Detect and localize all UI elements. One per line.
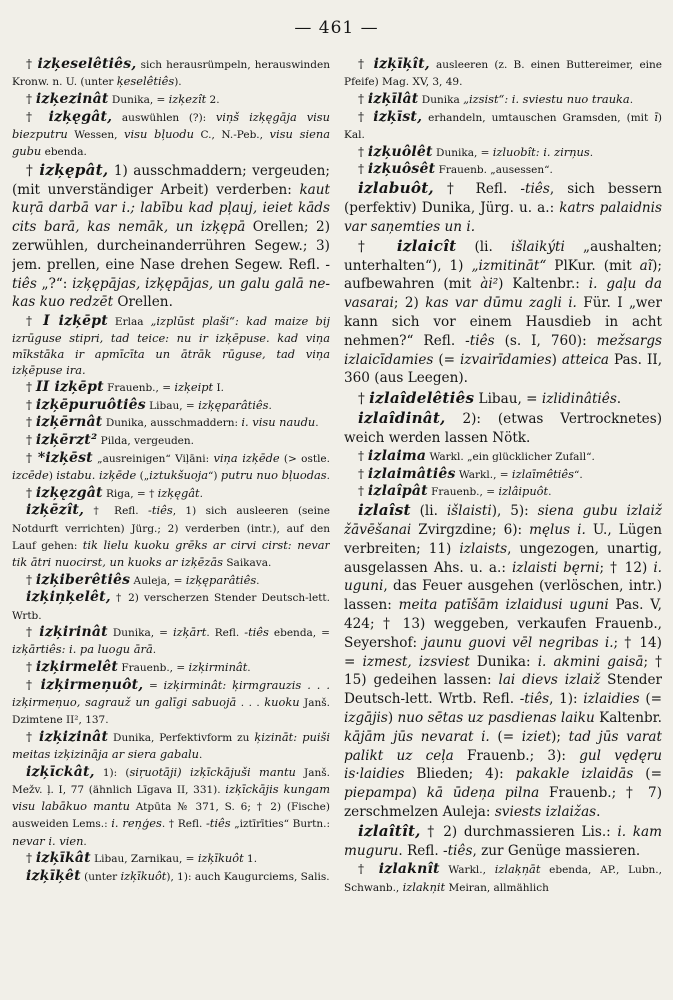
definition-text: . . . — [236, 697, 265, 710]
dictionary-entry — [344, 56, 662, 90]
definition-text: „ausreinigen“ Viļāni: — [92, 452, 214, 465]
definition-text: (li. — [410, 503, 447, 520]
definition-text: ) Kaltenbr.: — [498, 276, 589, 293]
example-text: mežsargs izlaicīdamies — [344, 332, 662, 368]
definition-text: Warkl., = — [455, 468, 512, 481]
definition-text: ). — [174, 76, 182, 89]
definition-text: auswühlen (?): — [112, 111, 216, 124]
definition-text: Frauenb. „ausessen“. — [435, 164, 553, 177]
example-text: kas var dūmu zagli i. — [425, 295, 577, 312]
definition-text: . — [548, 486, 552, 499]
definition-text: † — [26, 729, 40, 744]
definition-text: † — [26, 415, 36, 430]
dictionary-entry — [344, 466, 662, 483]
example-text: izlaisti bęrni — [511, 559, 600, 576]
definition-text: Frauenb.; † 7) zerschmelzen Auleja: — [344, 785, 662, 820]
entry-headword: II izķēpt — [35, 378, 104, 395]
dictionary-entry — [344, 144, 662, 161]
dictionary-entry — [344, 822, 662, 861]
entry-headword: izķuôlêt — [367, 143, 433, 160]
example-text: izķirminât: ķirmgrauzis . . . izķirmeņuo, sagrauž un galīgi sabuojā — [12, 677, 330, 710]
definition-text: . — [152, 644, 157, 657]
right-column — [344, 56, 662, 986]
example-text: izluobît: i. zirņus — [492, 144, 590, 159]
definition-text: Blieden; 4): — [404, 766, 516, 783]
definition-text: † — [358, 144, 368, 159]
example-text: nevar i. vien — [12, 833, 84, 848]
definition-text: („ — [136, 469, 150, 482]
entry-headword: izķuôsêt — [367, 161, 436, 178]
dictionary-entry — [344, 448, 662, 465]
definition-text: . — [256, 574, 260, 587]
definition-text: . — [589, 146, 594, 159]
example-text: izķęgât — [157, 485, 200, 500]
definition-text: „?“: — [36, 275, 73, 292]
dictionary-entry — [344, 409, 662, 448]
example-text: tad jūs varat palikt uz ceļa — [344, 728, 662, 764]
example-text: -tiês — [520, 180, 550, 197]
definition-text: Erlaa — [107, 315, 151, 328]
entry-headword: izķērnât — [35, 414, 103, 431]
definition-text: . — [629, 93, 634, 106]
definition-text: Frauenb.; 3): — [453, 747, 580, 764]
dictionary-entry — [344, 91, 662, 108]
definition-text: (> ostle. — [279, 452, 330, 465]
example-text: izķārt — [172, 625, 207, 640]
definition-text: Warkl., — [439, 864, 495, 877]
definition-text: † — [26, 660, 36, 675]
definition-text: , 1) sich ausleeren (seine Notdurft verrichten) Jürg.; 2) verderben (intr.), auf den Lauf gehen: — [12, 505, 330, 552]
entry-headword: izķępât, — [39, 160, 109, 179]
definition-text: † — [358, 91, 368, 106]
definition-text: , das Feuer ausgehen (verlöschen, intr.) lassen: — [344, 578, 662, 614]
example-text: ķizināt: puiši meitas izķizināja ar siera gabalu — [12, 729, 330, 762]
dictionary-entry — [12, 659, 330, 676]
definition-text: † — [26, 397, 36, 412]
entry-headword: izlaimâtiês — [367, 465, 456, 482]
entry-headword: izķiberêtiês — [35, 571, 131, 588]
definition-text: Atpūta № 371, S. 6; † 2) (Fische) ausweiden Lems.: — [12, 801, 330, 831]
definition-text: Stender Deutsch-lett. Wrtb. Refl. — [344, 672, 662, 708]
dictionary-entry — [12, 56, 330, 90]
definition-text: Dunika, Perfektivform zu — [108, 731, 255, 744]
definition-text: † — [358, 109, 374, 124]
definition-text: Dunika, = — [108, 93, 169, 106]
page-number: — 461 — — [294, 18, 379, 38]
definition-text: PlKur. (mit — [546, 257, 640, 274]
definition-text: 1) ausschmaddern; vergeuden; (mit unverständiger Arbeit) verderben: — [12, 162, 330, 198]
example-text: meita patīšām izlaidusi uguni — [398, 597, 609, 614]
example-text: izmest, izsviest — [362, 653, 470, 670]
example-text: izķīkuôt — [197, 851, 244, 866]
definition-text: ), 1): auch Kaugurciems, Salis. — [166, 871, 330, 884]
definition-text: (= — [633, 766, 662, 783]
definition-text: Pas. II, 360 (aus Leegen). — [344, 351, 662, 387]
definition-text: ; † 12) — [599, 559, 654, 576]
definition-text: “) — [208, 469, 221, 482]
dictionary-entry — [12, 379, 330, 396]
definition-text: . Refl. — [398, 843, 443, 860]
entry-headword: I izķēpt — [43, 312, 108, 329]
definition-text: † Refl. — [433, 180, 521, 197]
definition-text: Für. I „wer kann sich vor einem Hausdieb in acht nehmen?“ Refl. — [344, 295, 662, 349]
example-text: -tiês — [148, 503, 173, 518]
definition-text: Pilda, vergeuden. — [97, 435, 194, 448]
definition-text: Pas. V, 424; † 13) weggeben, verkaufen Frauenb., Seyershof: — [344, 597, 662, 651]
entry-headword: izlaknît — [378, 861, 440, 878]
definition-text: . — [616, 390, 622, 407]
example-text: piepampa — [344, 785, 412, 802]
definition-text: Wessen, — [67, 128, 125, 141]
definition-text: Orellen; 2) zerwühlen, durcheinanderrühren Segew.; 3) jem. prellen, eine Nase drehen Segew. Refl. — [12, 219, 330, 273]
example-text: iziet — [521, 728, 552, 745]
definition-text: (s. I, 760): — [494, 332, 597, 349]
example-text: jaunu guovi vēl negribas i. — [423, 634, 614, 651]
example-text: putru nuo bļuodas — [220, 467, 327, 482]
definition-text: . — [596, 803, 601, 820]
example-text: izlakņit — [402, 879, 446, 894]
entry-headword: izķirinât — [39, 624, 108, 641]
definition-text: ) — [387, 709, 398, 726]
example-text: i. akmini gaisā — [537, 653, 644, 670]
definition-text: ; † 14) = — [344, 634, 662, 670]
definition-text: † — [358, 57, 374, 71]
example-text: viņa izķēde — [213, 450, 280, 465]
example-text: visu bļuodu — [124, 126, 194, 141]
dictionary-entry — [344, 483, 662, 500]
example-text: izlaists — [459, 540, 508, 557]
example-text: gul vędęru is·laidies — [344, 747, 662, 783]
definition-text: “. — [574, 468, 583, 481]
definition-text: . — [326, 469, 330, 482]
example-text: i. kam muguru — [344, 824, 662, 860]
definition-text: Dunika, = — [432, 146, 493, 159]
definition-text: † — [358, 449, 368, 464]
definition-text: † 2) verscherzen Stender Deutsch-lett. Wrtb. — [12, 592, 330, 622]
definition-text: (li. — [456, 238, 511, 255]
example-text: ī — [654, 109, 658, 124]
entry-headword: izķīst, — [373, 108, 423, 125]
definition-text: † — [26, 379, 36, 394]
entry-headword: izlaîst — [358, 501, 411, 520]
definition-text: Meiran, allmählich — [445, 881, 549, 894]
definition-text: 2): (etwas Vertrocknetes) weich werden lassen Nötk. — [344, 410, 662, 446]
definition-text: † Refl. — [84, 505, 149, 518]
definition-text: (= — [433, 351, 461, 368]
definition-text: 1. — [243, 853, 258, 866]
definition-text: Dunika: — [469, 653, 538, 670]
definition-text: Libau, Zarnikau, = — [90, 853, 198, 866]
example-text: -tiês — [443, 843, 473, 860]
definition-text: Zvirgzdine; 6): — [411, 521, 530, 538]
definition-text: † — [26, 450, 38, 465]
example-text: izcēde — [12, 467, 49, 482]
example-text: tik lielu kuoku grēks ar cirvi cirst: nevar tik ātri nuocirst, un kuoks ar izķēzās — [12, 537, 330, 569]
example-text: „izplūst plaši“: kad maize bij izrūguse stipri, tad teice: nu ir izķēpuse. kad viņa mīkstāka ir apmīcīta un ātrāk rūguse, tad viņa izķēpuse ira. — [12, 313, 330, 378]
example-text: kā ūdeņa pilna — [426, 785, 540, 802]
example-text: kuoku — [264, 695, 300, 710]
definition-text: . — [199, 487, 203, 500]
definition-text: erhandeln, umtauschen Gramsden, (mit — [422, 111, 655, 124]
definition-text: † — [26, 109, 49, 124]
entry-headword: izķēzît, — [26, 502, 85, 519]
definition-text: † — [26, 91, 36, 106]
dictionary-entry — [12, 589, 330, 623]
dictionary-entry — [344, 237, 662, 388]
definition-text: ebenda, = — [268, 627, 330, 640]
example-text: kaut kuŗā darbā var i.; labību kad pļauj, ieiet kāds cits barā, kas nemāk, un izķępā — [12, 181, 330, 236]
dictionary-entry — [12, 868, 330, 885]
definition-text: ausleeren (z. B. einen Buttereimer, eine Pfeife) Mag. XV, 3, 49. — [344, 59, 662, 89]
definition-text: Dunika — [418, 93, 464, 106]
dictionary-entry — [12, 161, 330, 312]
entry-headword: izlaicît — [396, 236, 457, 255]
example-text: „izmitināt“ — [471, 257, 547, 274]
definition-text: ) — [48, 469, 57, 482]
example-text: nuo sētas uz pasdienas laiku — [397, 709, 595, 726]
example-text: ķeselêtiês — [116, 74, 175, 89]
example-text: siŗuotāji) izķīckājuši mantu — [129, 764, 296, 779]
entry-headword: izlaîdelêtiês — [369, 388, 475, 407]
dictionary-entry — [344, 109, 662, 143]
example-text: istabu. izķēde — [56, 467, 137, 482]
entry-headword: izķeselêtiês, — [37, 56, 137, 72]
dictionary-entry — [12, 450, 330, 484]
example-text: aĩ — [639, 257, 653, 274]
dictionary-entry — [12, 432, 330, 449]
definition-text: (unter — [80, 871, 121, 884]
example-text: izķīckājis kungam visu labākuo mantu — [12, 782, 330, 814]
example-text: izvairīdamies — [460, 351, 552, 368]
example-text: iztukšuoja — [149, 467, 208, 482]
example-text: -tiês — [12, 256, 330, 292]
entry-headword: izlabuôt, — [358, 178, 434, 197]
definition-text: † — [358, 390, 370, 407]
definition-text: sich herausrümpeln, herauswinden Kronw. n. U. (unter — [12, 59, 330, 89]
definition-text: † — [358, 238, 397, 255]
definition-text: † — [358, 484, 368, 499]
example-text: izķārtiês: i. pa luogu ārā — [12, 642, 153, 657]
entry-headword: izķīckât, — [26, 763, 95, 780]
definition-text: 1): ( — [94, 766, 130, 779]
example-text: izlaidies — [583, 691, 640, 708]
definition-text: . — [247, 662, 251, 675]
example-text: izķeipt — [174, 379, 214, 394]
example-text: -tiês — [519, 691, 550, 708]
dictionary-entry — [12, 414, 330, 431]
definition-text: ) — [551, 351, 562, 368]
definition-text: Dunika, ausschmaddern: — [102, 417, 242, 430]
entry-headword: izlaîdinât, — [358, 408, 446, 427]
example-text: izlaīmêtiês — [511, 466, 574, 481]
entry-headword: izlaima — [367, 448, 427, 465]
dictionary-entry — [12, 572, 330, 589]
entry-headword: izķīķît, — [373, 56, 430, 72]
example-text: izķīkuôt — [120, 869, 167, 884]
definition-text: (= — [639, 691, 662, 708]
entry-headword: izķirmelêt — [35, 659, 118, 676]
example-text: izķirminât — [188, 660, 248, 675]
dictionary-entry — [12, 677, 330, 729]
entry-headword: izķīķêt — [26, 868, 81, 885]
entry-headword: izlaîtît, — [358, 822, 421, 841]
definition-text: Kaltenbr. — [594, 709, 662, 726]
entry-headword: *izķēst — [37, 449, 93, 466]
definition-text: Warkl. „ein glücklicher Zufall“. — [426, 451, 595, 464]
example-text: i. reņģes — [111, 816, 162, 831]
dictionary-entry — [344, 179, 662, 236]
dictionary-entry — [12, 624, 330, 658]
definition-text: † — [26, 485, 36, 500]
definition-text: (= — [489, 728, 522, 745]
entry-headword: izķizinât — [39, 728, 109, 745]
entry-headword: izlaîpât — [367, 483, 428, 500]
example-text: kājām jūs nevarat i. — [344, 728, 490, 745]
definition-text: † — [26, 572, 36, 587]
definition-text: ); aufbewahren (mit — [344, 257, 662, 293]
example-text: atteica — [561, 351, 610, 368]
dictionary-entry — [344, 501, 662, 822]
dictionary-entry — [12, 764, 330, 850]
definition-text: . — [268, 399, 272, 412]
entry-headword: izķezinât — [35, 90, 109, 107]
example-text: išlaikýti — [511, 238, 565, 255]
entry-headword: izķirmeņuôt, — [40, 676, 144, 693]
dictionary-entry — [12, 91, 330, 108]
left-column — [12, 56, 330, 986]
entry-headword: izķīkât — [35, 850, 91, 867]
example-text: i. visu naudu — [241, 415, 316, 430]
definition-text: ), 5): — [491, 503, 538, 520]
example-text: pakakle izlaidās — [515, 766, 634, 783]
entry-headword: izķērzt² — [35, 432, 98, 449]
dictionary-entry — [12, 313, 330, 379]
example-text: i. gaļu da vasarai — [344, 276, 662, 312]
definition-text: , sich bessern (perfektiv) Dunika, Jürg. u. a.: — [344, 180, 662, 216]
definition-text: ) Kal. — [344, 111, 662, 141]
example-text: izlâipuôt — [498, 484, 549, 499]
dictionary-entry — [12, 485, 330, 502]
example-text: i. uguni — [344, 559, 662, 595]
dictionary-entry — [344, 389, 662, 409]
example-text: „izsist“: i. sviestu nuo trauka — [463, 91, 630, 106]
dictionary-entry — [12, 502, 330, 571]
definition-text: ; 2) — [393, 295, 426, 312]
definition-text: Orellen. — [113, 294, 173, 311]
example-text: -tiês — [205, 816, 231, 831]
definition-text: C., N.-Peb., — [193, 128, 270, 141]
example-text: izlaķņāt — [494, 862, 541, 877]
definition-text: Libau, = — [474, 390, 542, 407]
definition-text: † — [26, 162, 40, 179]
dictionary-entry — [12, 397, 330, 414]
example-text: izķęparâtiês — [198, 397, 269, 412]
definition-text: Riga, = † — [102, 487, 158, 500]
example-text: izķezît — [168, 91, 207, 106]
dictionary-entry — [344, 161, 662, 178]
example-text: katrs palaidnis var saņemties un i. — [344, 199, 662, 235]
definition-text: † — [26, 625, 40, 640]
definition-text: . † Refl. — [161, 818, 206, 831]
example-text: -tiês — [244, 625, 269, 640]
definition-text: „iztīrīties“ Burtn.: — [230, 818, 330, 831]
example-text: męlus i. — [529, 521, 586, 538]
definition-text: ebenda. — [41, 146, 87, 159]
example-text: ài² — [480, 276, 499, 293]
definition-text: ; † 15) gedeihen lassen: — [344, 653, 662, 689]
definition-text: I. — [213, 381, 224, 394]
definition-text: † — [26, 677, 41, 692]
example-text: -tiês — [465, 332, 495, 349]
definition-text: Saikava. — [223, 556, 272, 569]
definition-text: . — [199, 749, 203, 762]
definition-text: ); — [551, 728, 569, 745]
definition-text: = — [143, 679, 164, 692]
definition-text: Auleja, = — [130, 574, 186, 587]
definition-text: † — [26, 313, 44, 328]
definition-text: „aushalten; unterhalten“), 1) — [344, 238, 662, 274]
definition-text: Janš. Mežv. ļ. I, 77 (ähnlich Līgava II, 331). — [12, 766, 330, 797]
example-text: išlaisti — [446, 503, 492, 520]
definition-text: † 2) durchmassieren Lis.: — [420, 824, 618, 841]
example-text: izķęparâtiês — [185, 572, 257, 587]
definition-text: Frauenb., = — [427, 486, 499, 499]
entry-headword: izķīlât — [367, 90, 419, 107]
example-text: viņš izķęgāja visu biezputru — [12, 109, 330, 141]
definition-text: . — [315, 417, 319, 430]
entry-headword: izķiņķelêt, — [26, 589, 111, 606]
definition-text: Frauenb., = — [103, 381, 175, 394]
definition-text: Libau, = — [145, 399, 199, 412]
dictionary-entry — [12, 850, 330, 867]
definition-text: Dunika, = — [107, 627, 173, 640]
definition-text: † — [358, 162, 368, 177]
definition-text: 2. — [206, 93, 220, 106]
definition-text: , 1): — [549, 691, 584, 708]
definition-text: † — [358, 862, 379, 877]
dictionary-entry — [12, 729, 330, 763]
example-text: izgājis — [344, 709, 388, 726]
definition-text: . Refl. — [206, 627, 245, 640]
definition-text: † — [26, 851, 36, 866]
definition-text: † — [26, 433, 36, 448]
entry-headword: izķēpuruôtiês — [35, 396, 146, 413]
entry-headword: izķęgât, — [48, 108, 113, 125]
definition-text: . — [83, 835, 87, 848]
definition-text: † — [26, 57, 38, 71]
definition-text: ebenda, AP., Lubn., Schwanb., — [344, 864, 662, 894]
example-text: lai dievs izlaiž — [498, 672, 601, 689]
dictionary-entry — [344, 861, 662, 895]
definition-text: ) — [411, 785, 427, 802]
example-text: izlidinâtiês — [541, 390, 617, 407]
example-text: visu siena gubu — [12, 126, 330, 159]
definition-text: Janš. Dzimtene II², 137. — [12, 697, 330, 727]
definition-text: , zur Genüge massieren. — [472, 843, 641, 860]
definition-text: † — [358, 466, 368, 481]
example-text: sviests izlaižas — [494, 803, 597, 820]
definition-text: , ungezogen, unartig, ausgelassen Ahs. u. a.: — [344, 540, 662, 576]
dictionary-entry — [12, 109, 330, 161]
entry-headword: izķęzgât — [35, 484, 103, 501]
definition-text: U., Lügen verbreiten; 11) — [344, 521, 662, 557]
definition-text: Frauenb., = — [117, 662, 189, 675]
example-text: siena gubu izlaiž žāvēšanai — [344, 503, 662, 538]
example-text: izķępājas, izķępājas, un galu galā ne-kas kuo redzēt — [12, 275, 330, 311]
